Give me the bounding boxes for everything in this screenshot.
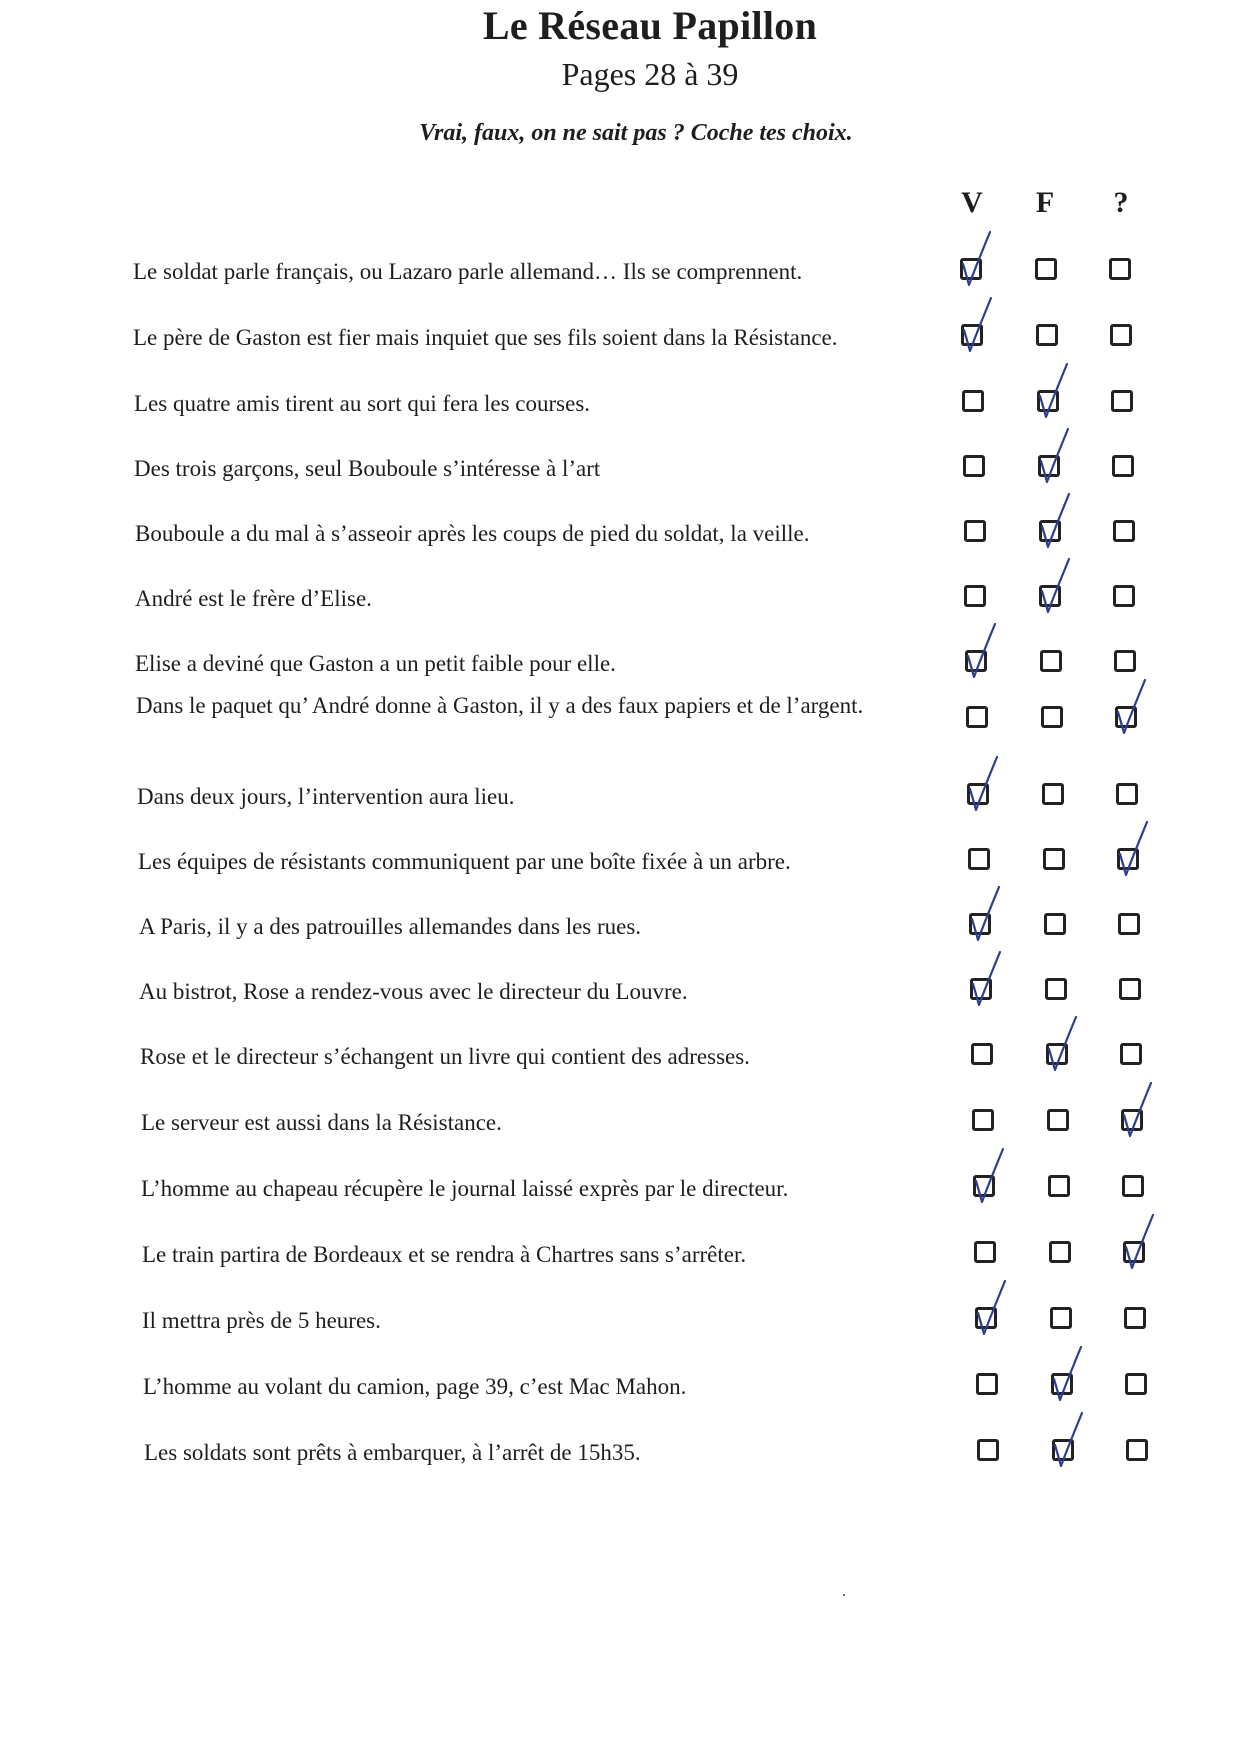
- checkbox-faux[interactable]: [1038, 455, 1060, 477]
- checkbox-faux[interactable]: [1039, 520, 1061, 542]
- checkbox-ne-sait-pas[interactable]: [1113, 585, 1135, 607]
- checkbox-ne-sait-pas[interactable]: [1125, 1373, 1147, 1395]
- question-text: Dans deux jours, l’intervention aura lieu.: [137, 784, 515, 809]
- checkbox-vrai[interactable]: [972, 1109, 994, 1131]
- checkbox-faux[interactable]: [1044, 913, 1066, 935]
- checkbox-ne-sait-pas[interactable]: [1115, 706, 1137, 728]
- checkbox-ne-sait-pas[interactable]: [1122, 1175, 1144, 1197]
- checkbox-vrai[interactable]: [976, 1373, 998, 1395]
- worksheet-title: Le Réseau Papillon: [482, 3, 818, 48]
- checkbox-vrai[interactable]: [964, 520, 986, 542]
- checkbox-ne-sait-pas[interactable]: [1120, 1043, 1142, 1065]
- question-text: Le train partira de Bordeaux et se rendra à Chartres sans s’arrêter.: [142, 1242, 747, 1267]
- checkbox-faux[interactable]: [1040, 650, 1062, 672]
- checkbox-ne-sait-pas[interactable]: [1121, 1109, 1143, 1131]
- checkbox-ne-sait-pas[interactable]: [1118, 913, 1140, 935]
- checkbox-vrai[interactable]: [971, 1043, 993, 1065]
- question-row: [0, 648, 1242, 688]
- checkbox-vrai[interactable]: [969, 913, 991, 935]
- question-text: Rose et le directeur s’échangent un livre qui contient des adresses.: [140, 1044, 750, 1069]
- question-text: Il mettra près de 5 heures.: [142, 1308, 381, 1333]
- checkbox-vrai[interactable]: [977, 1439, 999, 1461]
- question-text: Les équipes de résistants communiquent par une boîte fixée à un arbre.: [138, 849, 791, 874]
- checkbox-faux[interactable]: [1049, 1241, 1071, 1263]
- checkbox-faux[interactable]: [1035, 258, 1057, 280]
- checkbox-vrai[interactable]: [964, 585, 986, 607]
- checkbox-ne-sait-pas[interactable]: [1112, 455, 1134, 477]
- checkbox-vrai[interactable]: [973, 1175, 995, 1197]
- checkbox-ne-sait-pas[interactable]: [1111, 390, 1133, 412]
- question-text: André est le frère d’Elise.: [135, 586, 372, 611]
- question-row: [0, 518, 1242, 558]
- checkbox-faux[interactable]: [1036, 324, 1058, 346]
- question-text: Au bistrot, Rose a rendez-vous avec le directeur du Louvre.: [139, 979, 688, 1004]
- question-row: [0, 322, 1242, 362]
- checkbox-vrai[interactable]: [970, 978, 992, 1000]
- checkbox-ne-sait-pas[interactable]: [1110, 324, 1132, 346]
- checkbox-faux[interactable]: [1043, 848, 1065, 870]
- checkbox-vrai[interactable]: [966, 706, 988, 728]
- checkbox-faux[interactable]: [1039, 585, 1061, 607]
- question-row: [0, 1371, 1242, 1411]
- question-row: [0, 453, 1242, 493]
- question-row: [0, 781, 1242, 821]
- checkbox-vrai[interactable]: [960, 258, 982, 280]
- question-row: [0, 1239, 1242, 1279]
- question-row: [0, 1305, 1242, 1345]
- checkbox-faux[interactable]: [1051, 1373, 1073, 1395]
- checkbox-ne-sait-pas[interactable]: [1113, 520, 1135, 542]
- worksheet-subtitle: Pages 28 à 39: [561, 56, 739, 92]
- checkbox-ne-sait-pas[interactable]: [1124, 1307, 1146, 1329]
- question-text: A Paris, il y a des patrouilles allemandes dans les rues.: [139, 914, 642, 939]
- question-row: [0, 583, 1242, 623]
- checkbox-ne-sait-pas[interactable]: [1119, 978, 1141, 1000]
- question-row: [0, 693, 1242, 744]
- checkbox-ne-sait-pas[interactable]: [1117, 848, 1139, 870]
- question-text: Bouboule a du mal à s’asseoir après les coups de pied du soldat, la veille.: [135, 521, 810, 546]
- checkbox-faux[interactable]: [1048, 1175, 1070, 1197]
- checkbox-ne-sait-pas[interactable]: [1116, 783, 1138, 805]
- checkbox-vrai[interactable]: [967, 783, 989, 805]
- checkbox-vrai[interactable]: [963, 455, 985, 477]
- checkbox-faux[interactable]: [1037, 390, 1059, 412]
- question-text: Dans le paquet qu’ André donne à Gaston, il y a des faux papiers et de l’argent.: [136, 693, 864, 718]
- column-header-vrai: V: [961, 186, 983, 219]
- checkbox-vrai[interactable]: [961, 324, 983, 346]
- checkbox-faux[interactable]: [1041, 706, 1063, 728]
- checkbox-faux[interactable]: [1052, 1439, 1074, 1461]
- question-text: Le soldat parle français, ou Lazaro parle allemand… Ils se comprennent.: [133, 259, 803, 284]
- checkbox-vrai[interactable]: [962, 390, 984, 412]
- question-text: Des trois garçons, seul Bouboule s’intéresse à l’art: [134, 456, 601, 481]
- question-row: [0, 1107, 1242, 1147]
- checkbox-ne-sait-pas[interactable]: [1126, 1439, 1148, 1461]
- question-row: [0, 1437, 1242, 1477]
- checkbox-ne-sait-pas[interactable]: [1114, 650, 1136, 672]
- question-row: [0, 1173, 1242, 1213]
- question-row: [0, 911, 1242, 951]
- question-row: [0, 388, 1242, 428]
- question-text: Elise a deviné que Gaston a un petit faible pour elle.: [135, 651, 616, 676]
- question-text: L’homme au chapeau récupère le journal laissé exprès par le directeur.: [141, 1176, 789, 1201]
- question-row: [0, 846, 1242, 886]
- checkbox-vrai[interactable]: [974, 1241, 996, 1263]
- checkbox-vrai[interactable]: [968, 848, 990, 870]
- column-header-faux: F: [1035, 186, 1055, 219]
- question-row: [0, 256, 1242, 296]
- scan-speck: [843, 1594, 845, 1596]
- checkbox-faux[interactable]: [1046, 1043, 1068, 1065]
- worksheet-instruction: Vrai, faux, on ne sait pas ? Coche tes choix.: [419, 120, 853, 146]
- question-text: Le père de Gaston est fier mais inquiet que ses fils soient dans la Résistance.: [133, 325, 838, 350]
- checkbox-vrai[interactable]: [965, 650, 987, 672]
- checkbox-faux[interactable]: [1042, 783, 1064, 805]
- question-text: L’homme au volant du camion, page 39, c’est Mac Mahon.: [143, 1374, 687, 1399]
- question-row: [0, 976, 1242, 1016]
- checkbox-faux[interactable]: [1047, 1109, 1069, 1131]
- question-text: Les quatre amis tirent au sort qui fera les courses.: [134, 391, 591, 416]
- column-header-ne-sait-pas: ?: [1113, 186, 1129, 219]
- question-row: [0, 1041, 1242, 1081]
- question-text: Les soldats sont prêts à embarquer, à l’arrêt de 15h35.: [144, 1440, 641, 1465]
- checkbox-vrai[interactable]: [975, 1307, 997, 1329]
- checkbox-ne-sait-pas[interactable]: [1109, 258, 1131, 280]
- question-text: Le serveur est aussi dans la Résistance.: [141, 1110, 502, 1135]
- checkbox-ne-sait-pas[interactable]: [1123, 1241, 1145, 1263]
- checkbox-faux[interactable]: [1045, 978, 1067, 1000]
- checkbox-faux[interactable]: [1050, 1307, 1072, 1329]
